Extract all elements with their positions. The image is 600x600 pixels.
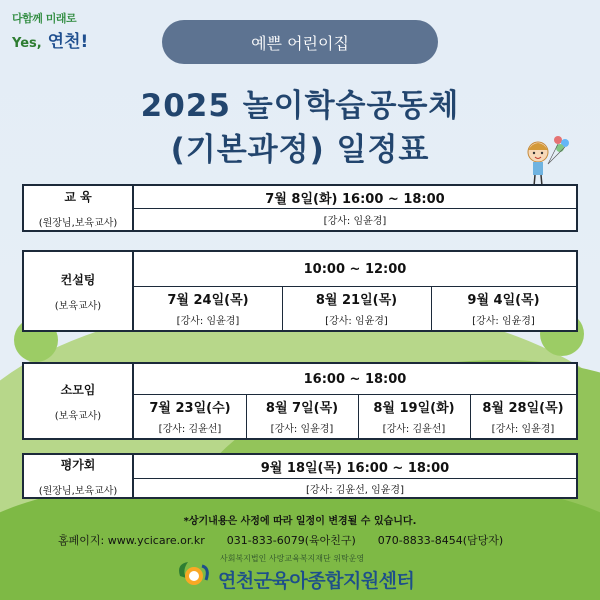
schedule-label: [24, 364, 134, 438]
session-teacher: [강사: 김윤선]: [158, 424, 222, 435]
schedule-label: [24, 186, 134, 230]
schedule-evaluation: [22, 453, 578, 499]
schedule-label: [24, 455, 134, 497]
contact-info: [58, 532, 578, 548]
schedule-education: [22, 184, 578, 232]
logo-name: [12, 27, 122, 52]
phone-staff: 070-8833-8454(담당자): [377, 534, 504, 547]
schedule-label: [24, 252, 134, 330]
schedule-body: [134, 252, 576, 330]
phone-parenting-friend: 031-833-6079(육아친구): [226, 534, 356, 547]
center-logo-icon: [172, 556, 212, 592]
logo-yeoncheon: 연천!: [47, 32, 89, 52]
schedule-target: (보육교사): [54, 300, 102, 312]
schedule-name: 소모임: [60, 382, 96, 397]
session-date: 8월 21일(목): [315, 292, 398, 308]
session-date: 9월 4일(목): [467, 292, 540, 308]
session-teacher: [강사: 임윤경]: [176, 316, 240, 327]
schedule-consulting: [22, 250, 578, 332]
schedule-name: 평가회: [60, 457, 96, 472]
schedule-body: [134, 455, 576, 497]
session-date: 8월 28일(목): [482, 400, 564, 416]
session-date: 7월 24일(목): [167, 292, 249, 308]
page-title-line1: 2025 놀이학습공동체: [140, 88, 460, 124]
schedule-time: 7월 8일(화) 16:00 ~ 18:00: [265, 191, 445, 207]
logo-yes: Yes,: [12, 36, 42, 51]
session-teacher: [강사: 임윤경]: [472, 316, 535, 327]
homepage-link[interactable]: 홈페이지: www.ycicare.or.kr: [58, 534, 205, 547]
schedule-change-note: *상기내용은 사정에 따라 일정이 변경될 수 있습니다.: [183, 516, 417, 527]
schedule-name: 컨설팅: [60, 272, 96, 287]
schedule-time: 9월 18일(목) 16:00 ~ 18:00: [260, 461, 450, 476]
daycare-name-badge: 예쁜 어린이집: [162, 20, 438, 64]
yeoncheon-logo: [12, 10, 122, 52]
organization-subtitle: 사회복지법인 사랑교육복지재단 위탁운영: [220, 554, 365, 563]
child-with-balloons-icon: [514, 130, 574, 190]
schedule-name: 교 육: [64, 189, 92, 204]
page-title-line2: (기본과정) 일정표: [170, 132, 430, 168]
session-teacher: [강사: 임윤경]: [270, 424, 334, 435]
schedule-body: [134, 364, 576, 438]
schedule-target: (보육교사): [54, 410, 102, 422]
schedule-target: (원장님,보육교사): [38, 217, 118, 229]
schedule-time: 10:00 ~ 12:00: [303, 261, 407, 277]
session-date: 7월 23일(수): [149, 400, 231, 416]
schedule-time: 16:00 ~ 18:00: [303, 371, 407, 387]
session-date: 8월 7일(목): [265, 400, 339, 416]
session-teacher: [강사: 김윤선]: [382, 424, 446, 435]
session-date: 8월 19일(화): [373, 400, 455, 416]
schedule-target: (원장님,보육교사): [38, 485, 118, 497]
schedule-teacher: [강사: 김윤선, 임윤경]: [306, 484, 404, 496]
logo-slogan: 다함께 미래로: [12, 12, 77, 25]
session-teacher: [강사: 임윤경]: [325, 316, 388, 327]
schedule-body: [134, 186, 576, 230]
schedule-teacher: [강사: 임윤경]: [323, 216, 387, 227]
organization-name: 연천군육아종합지원센터: [218, 570, 415, 592]
session-teacher: [강사: 임윤경]: [491, 424, 555, 435]
schedule-small-group: [22, 362, 578, 440]
